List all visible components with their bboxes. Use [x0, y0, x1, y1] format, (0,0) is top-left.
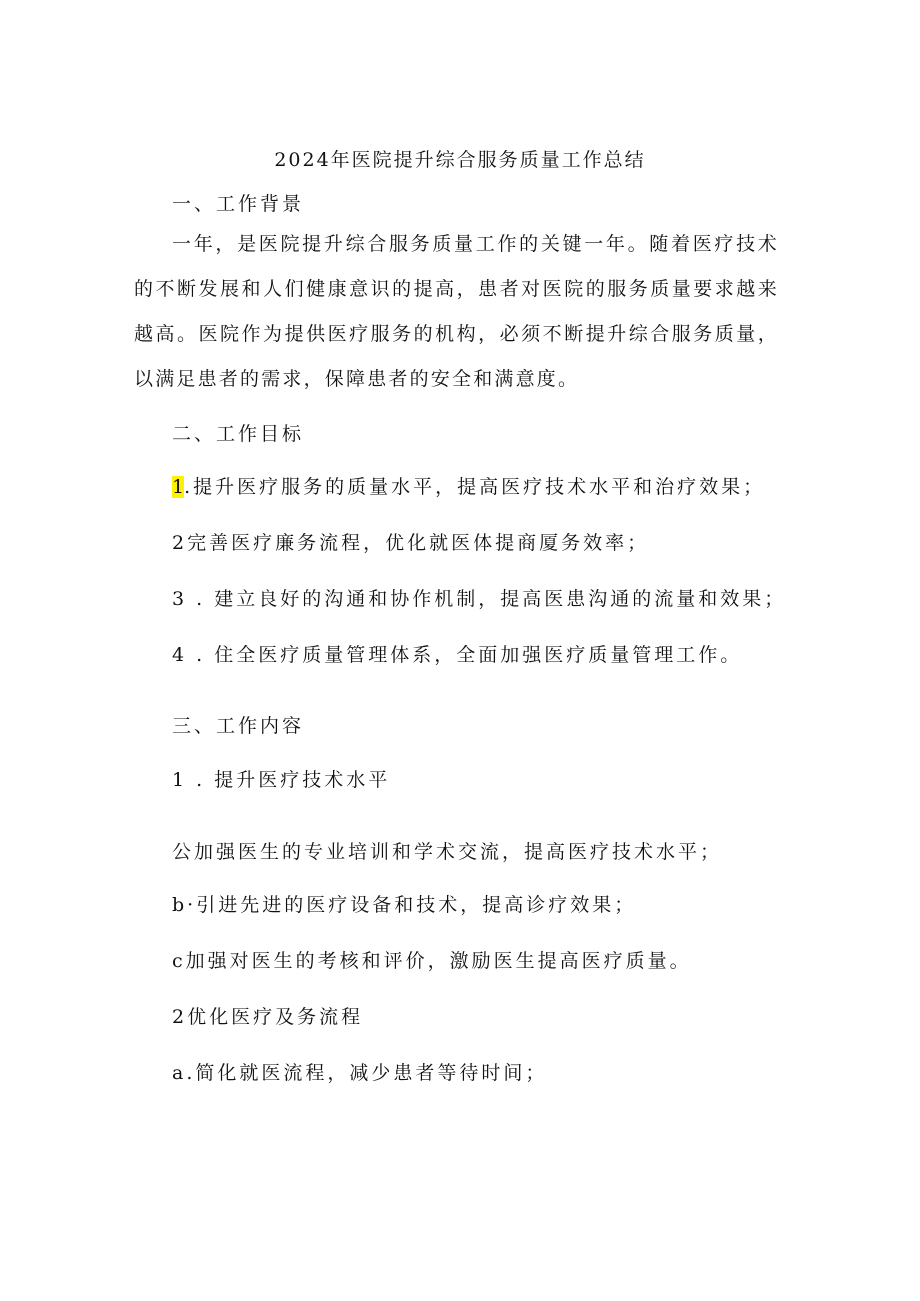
- content-item-2: 2优化医疗及务流程: [172, 1006, 364, 1028]
- content-subitem-b: b·引进先进的医疗设备和技术，提高诊疗效果；: [172, 894, 637, 916]
- goal-item-4: 4 . 住全医疗质量管理体系，全面加强医疗质量管理工作。: [172, 644, 743, 666]
- goal-item-1: [172, 473, 765, 501]
- document-title: 2024年医院提升综合服务质量工作总结: [274, 149, 646, 171]
- goal-item-3: 3 . 建立良好的沟通和协作机制，提高医患沟通的流量和效果；: [172, 588, 787, 610]
- section-heading-content: 三、工作内容: [172, 715, 305, 737]
- content-subitem-c: c加强对医生的考核和评价，激励医生提高医疗质量。: [172, 950, 692, 972]
- goal-item-2: 2完善医疗廉务流程，优化就医体提商厦务效率；: [172, 532, 650, 554]
- highlighted-number: 1: [172, 476, 185, 498]
- section-heading-goals: 二、工作目标: [172, 423, 305, 445]
- content-subitem-2a: a.简化就医流程，减少患者等待时间；: [172, 1062, 548, 1084]
- background-paragraph: 一年，是医院提升综合服务质量工作的关键一年。随着医疗技术的不断发展和人们健康意识的提高，患者对医院的服务质量要求越来越高。医院作为提供医疗服务的机构，必须不断提升综合服务质量，以满足患者的需求，保障患者的安全和满意度。: [134, 233, 779, 390]
- content-subitem-a: 公加强医生的专业培训和学术交流，提高医疗技术水平；: [172, 841, 723, 863]
- content-item-1: 1 . 提升医疗技术水平: [172, 769, 391, 791]
- section-heading-background: 一、工作背景: [172, 193, 305, 215]
- goal-item-1-text: .提升医疗服务的质量水平，提高医疗技术水平和治疗效果；: [184, 476, 766, 498]
